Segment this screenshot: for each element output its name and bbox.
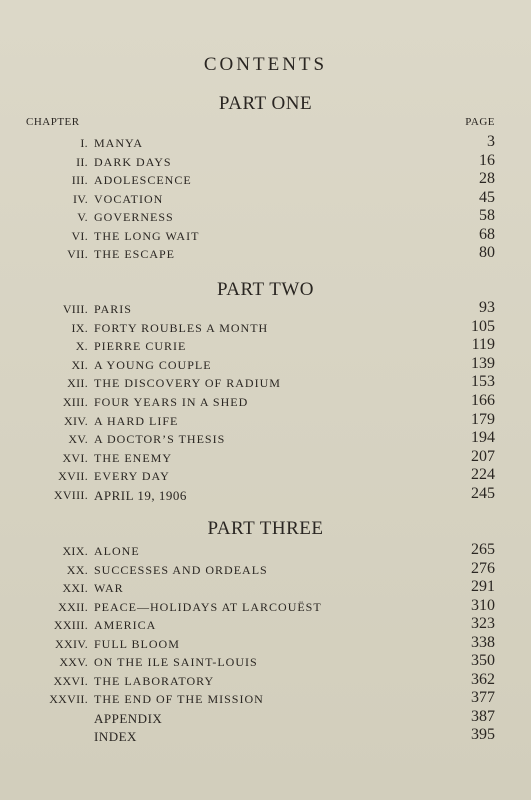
page-number: 387 <box>471 707 495 725</box>
page-number: 16 <box>479 151 495 169</box>
page-number: 362 <box>471 670 495 688</box>
chapter-title: PEACE—HOLIDAYS AT LARCOUËST <box>94 599 322 614</box>
chapter-title: AMERICA <box>94 618 157 632</box>
chapter-title: FOUR YEARS IN A SHED <box>94 395 249 409</box>
page-number: 276 <box>471 559 495 577</box>
page-number: 166 <box>471 392 495 409</box>
chapter-number: XXV. <box>59 655 88 669</box>
chapter-title: ON THE ILE SAINT-LOUIS <box>94 655 258 669</box>
chapter-title: VOCATION <box>94 191 164 206</box>
part-one-title: PART ONE <box>218 93 313 114</box>
chapter-title: THE ENEMY <box>94 450 172 465</box>
chapter-title: EVERY DAY <box>94 469 170 484</box>
toc-entry <box>0 449 531 467</box>
toc-entry <box>0 134 531 152</box>
toc-entry <box>0 190 531 208</box>
page-number: 323 <box>471 615 495 632</box>
page-number: 377 <box>471 689 495 706</box>
toc-entry <box>0 393 531 411</box>
page-number: 245 <box>471 485 495 502</box>
toc-entry <box>0 561 531 579</box>
toc-entry <box>0 727 531 745</box>
chapter-number: XXI. <box>62 581 88 595</box>
chapter-number: XXII. <box>58 599 88 614</box>
chapter-title: THE LONG WAIT <box>94 228 200 243</box>
chapter-number: XXIV. <box>55 636 88 651</box>
page-number: 194 <box>471 429 495 447</box>
chapter-number: XIX. <box>62 544 88 558</box>
chapter-number: VII. <box>67 247 88 261</box>
part-two-title: PART TWO <box>216 279 314 300</box>
part-three-title: PART THREE <box>207 518 324 539</box>
toc-entry <box>0 412 531 430</box>
chapter-title: GOVERNESS <box>94 210 174 224</box>
page-number: 93 <box>479 299 495 316</box>
chapter-title: MANYA <box>94 136 144 150</box>
toc-entry <box>0 171 531 189</box>
toc-entry <box>0 635 531 653</box>
chapter-title: ALONE <box>94 544 140 558</box>
toc-entry <box>0 245 531 263</box>
chapter-number: XII. <box>67 376 88 391</box>
chapter-number: XX. <box>66 562 88 577</box>
chapter-title: THE DISCOVERY OF RADIUM <box>94 376 281 391</box>
chapter-title: A HARD LIFE <box>94 413 179 428</box>
page-number: 310 <box>471 596 495 614</box>
chapter-title: FULL BLOOM <box>94 636 180 651</box>
page-number: 153 <box>471 373 495 391</box>
toc-entry <box>0 672 531 690</box>
toc-entry <box>0 430 531 448</box>
chapter-number: XXIII. <box>53 618 88 632</box>
chapter-title: SUCCESSES AND ORDEALS <box>94 562 268 577</box>
chapter-title: THE END OF THE MISSION <box>94 692 264 706</box>
chapter-title: THE LABORATORY <box>94 673 215 688</box>
page-number: 3 <box>487 133 495 150</box>
page-number: 395 <box>471 726 495 743</box>
chapter-number: X. <box>75 339 88 354</box>
toc-entry <box>0 227 531 245</box>
chapter-number: III. <box>71 173 88 187</box>
chapter-title: DARK DAYS <box>94 154 172 169</box>
chapter-number: XI. <box>71 357 88 372</box>
toc-entry <box>0 486 531 504</box>
page-number: 291 <box>471 578 495 595</box>
chapter-number: XXVI. <box>53 673 88 688</box>
page-number: 265 <box>471 541 495 558</box>
page-number: 68 <box>479 225 495 243</box>
chapter-title: ADOLESCENCE <box>94 173 192 187</box>
page-number: 179 <box>471 410 495 428</box>
page-column-header: PAGE <box>465 116 495 128</box>
chapter-number: II. <box>76 154 88 169</box>
chapter-title: PIERRE CURIE <box>94 339 187 354</box>
chapter-title: WAR <box>94 581 124 595</box>
chapter-number: XIII. <box>62 395 88 409</box>
chapter-title: FORTY ROUBLES A MONTH <box>94 320 269 335</box>
toc-entry <box>0 709 531 727</box>
toc-entry <box>0 598 531 616</box>
toc-entry <box>0 653 531 671</box>
chapter-number: XVI. <box>62 450 88 465</box>
chapter-number: XIV. <box>64 413 88 428</box>
chapter-number: IV. <box>72 191 88 206</box>
chapter-title: APRIL 19, 1906 <box>94 488 187 503</box>
toc-entry <box>0 690 531 708</box>
toc-entry <box>0 153 531 171</box>
page-number: 139 <box>471 354 495 372</box>
toc-entry <box>0 319 531 337</box>
page-number: 207 <box>471 447 495 465</box>
page-number: 28 <box>479 170 495 187</box>
page-number: 58 <box>479 207 495 224</box>
chapter-number: V. <box>77 210 88 224</box>
chapter-number: XV. <box>68 432 88 447</box>
chapter-title: THE ESCAPE <box>94 247 176 261</box>
chapter-title: PARIS <box>94 302 132 316</box>
toc-entry <box>0 208 531 226</box>
chapter-number: IX. <box>71 320 88 335</box>
chapter-title: APPENDIX <box>94 710 163 726</box>
toc-entry <box>0 579 531 597</box>
toc-entry <box>0 616 531 634</box>
chapter-column-header: CHAPTER <box>26 116 80 128</box>
chapter-number: I. <box>80 136 88 150</box>
toc-entry <box>0 337 531 355</box>
toc-entry <box>0 467 531 485</box>
page-number: 45 <box>479 188 495 206</box>
contents-title: CONTENTS <box>203 54 328 75</box>
chapter-number: VI. <box>71 228 88 243</box>
toc-entry <box>0 300 531 318</box>
page-number: 80 <box>479 244 495 261</box>
toc-entry <box>0 542 531 560</box>
page-number: 350 <box>471 652 495 669</box>
chapter-number: XXVII. <box>49 692 88 706</box>
chapter-number: VIII. <box>62 302 88 316</box>
page-number: 224 <box>471 466 495 484</box>
chapter-title: A DOCTOR’S THESIS <box>94 432 226 447</box>
chapter-title: INDEX <box>94 729 137 744</box>
chapter-number: XVII. <box>58 469 88 484</box>
page-number: 338 <box>471 633 495 651</box>
chapter-number: XVIII. <box>53 488 88 502</box>
chapter-title: A YOUNG COUPLE <box>94 357 212 372</box>
toc-entry <box>0 356 531 374</box>
page-number: 105 <box>471 317 495 335</box>
page-number: 119 <box>471 336 495 354</box>
toc-entry <box>0 374 531 392</box>
